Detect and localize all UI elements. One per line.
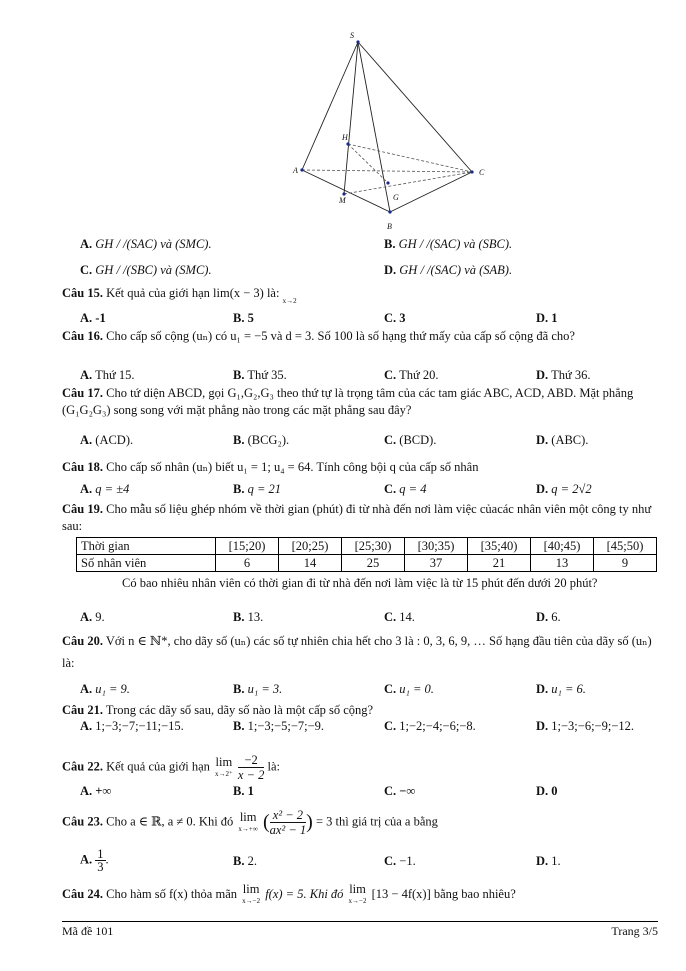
footer-divider bbox=[62, 921, 658, 922]
q14-option-d-label: D. bbox=[384, 263, 397, 277]
q23-option-a-label: A. bbox=[80, 852, 93, 867]
q18-option-b-label: B. bbox=[233, 482, 245, 496]
q15-lim-sub: x→2 bbox=[282, 297, 297, 305]
q16-option-d: Thứ 36. bbox=[551, 368, 591, 382]
q23-option-a-num: 1 bbox=[97, 847, 104, 861]
q20-option-a-label: A. bbox=[80, 682, 93, 696]
q19-option-a-label: A. bbox=[80, 610, 93, 624]
q24-label: Câu 24. bbox=[62, 886, 103, 901]
q23-text-pre: Cho a ∈ ℝ, a ≠ 0. Khi đó bbox=[106, 814, 234, 829]
q19-option-c: 14. bbox=[399, 610, 415, 624]
q21-option-b-label: B. bbox=[233, 719, 245, 733]
q23-option-d-label: D. bbox=[536, 854, 549, 868]
question-24: Câu 24. Cho hàm số f(x) thỏa mãn lim x→−2 f(x) = 5. Khi đó lim x→−2 [13 − 4f(x)] bằng bao nhiêu? bbox=[62, 882, 516, 905]
question-17 bbox=[62, 385, 658, 419]
q16-option-c: Thứ 20. bbox=[399, 368, 439, 382]
q17-option-b-label: B. bbox=[233, 433, 245, 447]
label-m: M bbox=[339, 196, 346, 205]
q14-option-b-label: B. bbox=[384, 237, 396, 251]
q17-answers bbox=[60, 433, 660, 449]
q15-option-d: D. 1 bbox=[536, 311, 558, 325]
question-21 bbox=[62, 702, 658, 719]
table-cell: [45;50) bbox=[594, 538, 657, 555]
q19-answers bbox=[60, 610, 660, 626]
q16-option-a-label: A. bbox=[80, 368, 93, 382]
q22-text-post: là: bbox=[267, 759, 280, 774]
q19-label: Câu 19. bbox=[62, 502, 103, 516]
q16-text: Cho cấp số cộng (uₙ) có u₁ = −5 và d = 3. Số 100 là số hạng thứ mấy của cấp số cộng đã cho? bbox=[106, 329, 575, 343]
q17-option-d: (ABC). bbox=[551, 433, 589, 447]
question-23: Câu 23. Cho a ∈ ℝ, a ≠ 0. Khi đó lim x→+∞ ( $\frac{\text{x² − 2}}{\text{ax² − 1}}$ ) = 3 thì giá trị của a bằng bbox=[62, 808, 438, 837]
table-cell: 6 bbox=[216, 555, 279, 572]
q15-option-c: C. 3 bbox=[384, 311, 406, 325]
label-h: H bbox=[342, 133, 348, 142]
q20-option-b: u₁ = 3. bbox=[247, 682, 283, 696]
q23-label: Câu 23. bbox=[62, 814, 103, 829]
table-header-time: Thời gian bbox=[77, 538, 216, 555]
label-g: G bbox=[393, 193, 399, 202]
q16-option-c-label: C. bbox=[384, 368, 397, 382]
q22-option-a: A. +∞ bbox=[80, 784, 112, 798]
q20-option-a: u₁ = 9. bbox=[95, 682, 130, 696]
q23-fraction-num: x² − 2 bbox=[270, 808, 306, 823]
q16-option-a: Thứ 15. bbox=[95, 368, 135, 382]
q16-option-d-label: D. bbox=[536, 368, 549, 382]
q19-option-d-label: D. bbox=[536, 610, 549, 624]
q24-text-mid: f(x) = 5. Khi đó bbox=[265, 886, 344, 901]
q18-option-b: q = 21 bbox=[247, 482, 282, 496]
q16-option-b: Thứ 35. bbox=[247, 368, 287, 382]
q23-option-b-label: B. bbox=[233, 854, 245, 868]
q18-option-a-label: A. bbox=[80, 482, 93, 496]
q20-option-c-label: C. bbox=[384, 682, 397, 696]
q19-text: Cho mẫu số liệu ghép nhóm về thời gian (phút) đi từ nhà đến nơi làm việc củacác nhân viên một công ty như sau: bbox=[62, 502, 652, 533]
table-cell: [30;35) bbox=[405, 538, 468, 555]
q21-option-a-label: A. bbox=[80, 719, 93, 733]
q19-option-c-label: C. bbox=[384, 610, 397, 624]
q22-answers bbox=[60, 784, 660, 800]
q18-option-a: q = ±4 bbox=[95, 482, 130, 496]
q20-option-d-label: D. bbox=[536, 682, 549, 696]
q19-data-table bbox=[76, 537, 657, 572]
q22-label: Câu 22. bbox=[62, 759, 103, 774]
table-cell: 37 bbox=[405, 555, 468, 572]
q16-label: Câu 16. bbox=[62, 329, 103, 343]
table-row bbox=[77, 555, 657, 572]
q19-option-a: 9. bbox=[95, 610, 105, 624]
table-cell: 13 bbox=[531, 555, 594, 572]
q14-answers-row1 bbox=[60, 237, 660, 253]
q21-option-d-label: D. bbox=[536, 719, 549, 733]
q22-lim-sub: x→2⁺ bbox=[215, 769, 233, 778]
question-16 bbox=[62, 328, 658, 345]
label-a: A bbox=[293, 166, 298, 175]
q21-text: Trong các dãy số sau, dãy số nào là một cấp số cộng? bbox=[105, 703, 374, 717]
q17-option-a-label: A. bbox=[80, 433, 93, 447]
q17-option-a: (ACD). bbox=[95, 433, 134, 447]
q22-text-pre: Kết quả của giới hạn bbox=[106, 759, 210, 774]
table-cell: [20;25) bbox=[279, 538, 342, 555]
q20-answers bbox=[60, 682, 660, 698]
q15-option-b: B. 5 bbox=[233, 311, 254, 325]
q14-option-c: GH / /(SBC) và (SMC). bbox=[95, 263, 212, 277]
q21-option-d: 1;−3;−6;−9;−12. bbox=[551, 719, 634, 733]
q21-option-a: 1;−3;−7;−11;−15. bbox=[95, 719, 184, 733]
footer-page-number: Trang 3/5 bbox=[611, 924, 658, 938]
q23-option-d: 1. bbox=[551, 854, 561, 868]
table-cell: 21 bbox=[468, 555, 531, 572]
q17-label: Câu 17. bbox=[62, 386, 103, 400]
q24-lim2-sub: x→−2 bbox=[348, 897, 367, 905]
table-cell: 25 bbox=[342, 555, 405, 572]
q19-option-d: 6. bbox=[551, 610, 561, 624]
q22-option-d: D. 0 bbox=[536, 784, 558, 798]
q23-option-c: −1. bbox=[399, 854, 416, 868]
q23-option-c-label: C. bbox=[384, 854, 397, 868]
q18-option-d-label: D. bbox=[536, 482, 549, 496]
table-cell: [15;20) bbox=[216, 538, 279, 555]
q18-label: Câu 18. bbox=[62, 460, 103, 474]
q15-answers bbox=[60, 311, 660, 327]
q14-option-d: GH / /(SAC) và (SAB). bbox=[399, 263, 513, 277]
table-cell: [40;45) bbox=[531, 538, 594, 555]
q14-answers-row2 bbox=[60, 263, 660, 279]
q20-option-b-label: B. bbox=[233, 682, 245, 696]
question-20 bbox=[62, 630, 658, 674]
q18-text: Cho cấp số nhân (uₙ) biết u₁ = 1; u₄ = 64. Tính công bội q của cấp số nhân bbox=[106, 460, 479, 474]
table-cell: [35;40) bbox=[468, 538, 531, 555]
q21-option-b: 1;−3;−5;−7;−9. bbox=[247, 719, 325, 733]
question-15 bbox=[62, 285, 658, 304]
q21-option-c: 1;−2;−4;−6;−8. bbox=[399, 719, 476, 733]
q18-option-c: q = 4 bbox=[399, 482, 427, 496]
q14-option-b: GH / /(SAC) và (SBC). bbox=[398, 237, 513, 251]
q23-option-b: 2. bbox=[247, 854, 257, 868]
table-cell: 9 bbox=[594, 555, 657, 572]
footer-exam-code: Mã đề 101 bbox=[62, 924, 114, 938]
q14-option-a-label: A. bbox=[80, 237, 93, 251]
q15-label: Câu 15. bbox=[62, 286, 103, 300]
q18-option-d: q = 2√2 bbox=[551, 482, 592, 496]
q23-answers: A. $\frac{1}{3}$ . B. 2. C. −1. D. 1. bbox=[80, 847, 561, 874]
q17-option-c: (BCD). bbox=[399, 433, 437, 447]
q19-option-b: 13. bbox=[247, 610, 264, 624]
q18-option-c-label: C. bbox=[384, 482, 397, 496]
q24-text-pre: Cho hàm số f(x) thỏa mãn bbox=[106, 886, 237, 901]
q20-text: Với n ∈ ℕ*, cho dãy số (uₙ) các số tự nhiên chia hết cho 3 là : 0, 3, 6, 9, … Số hạng đầu tiên của dãy số (uₙ) là: bbox=[62, 634, 652, 670]
question-22: Câu 22. Kết quả của giới hạn lim x→2⁺ $\frac{-2}{x - 2}$ là: bbox=[62, 753, 280, 782]
table-header-count: Số nhân viên bbox=[77, 555, 216, 572]
pyramid-figure bbox=[282, 26, 492, 236]
q23-option-a-den: 3 bbox=[97, 860, 104, 874]
q24-text-post: [13 − 4f(x)] bằng bao nhiêu? bbox=[371, 886, 516, 901]
q16-answers bbox=[60, 368, 660, 384]
q17-option-c-label: C. bbox=[384, 433, 397, 447]
q16-option-b-label: B. bbox=[233, 368, 245, 382]
question-18 bbox=[62, 459, 658, 476]
q15-option-a: A. -1 bbox=[80, 311, 106, 325]
q17-option-d-label: D. bbox=[536, 433, 549, 447]
q22-fraction-den: x − 2 bbox=[237, 768, 265, 782]
q23-text-post: = 3 thì giá trị của a bằng bbox=[315, 814, 438, 829]
label-b: B bbox=[387, 222, 392, 231]
q15-text: Kết quả của giới hạn lim(x − 3) là: bbox=[106, 286, 280, 300]
question-19 bbox=[62, 501, 658, 535]
label-c: C bbox=[479, 168, 485, 177]
q17-text: Cho tứ diện ABCD, gọi G₁,G₂,G₃ theo thứ tự là trọng tâm của các tam giác ABC, ACD, ABD. Mặt phẳng (G₁G₂G₃) song song với mặt phẳng nào trong các mặt phẳng sau đây? bbox=[62, 386, 634, 417]
q23-lim-sub: x→+∞ bbox=[238, 824, 258, 833]
q19-question: Có bao nhiêu nhân viên có thời gian đi từ nhà đến nơi làm việc là từ 15 phút đến dưới 20 phút? bbox=[122, 576, 598, 590]
label-s: S bbox=[350, 31, 354, 40]
q20-option-d: u₁ = 6. bbox=[551, 682, 586, 696]
q22-option-c: C. −∞ bbox=[384, 784, 416, 798]
table-cell: 14 bbox=[279, 555, 342, 572]
q21-option-c-label: C. bbox=[384, 719, 397, 733]
q21-answers bbox=[60, 719, 660, 735]
q23-fraction-den: ax² − 1 bbox=[269, 823, 307, 837]
q20-option-c: u₁ = 0. bbox=[399, 682, 434, 696]
q22-option-b: B. 1 bbox=[233, 784, 254, 798]
q24-lim1-sub: x→−2 bbox=[242, 897, 261, 905]
q18-answers bbox=[60, 482, 660, 498]
q22-fraction-num: −2 bbox=[238, 753, 264, 768]
q21-label: Câu 21. bbox=[62, 703, 103, 717]
q14-option-a: GH / /(SAC) và (SMC). bbox=[95, 237, 212, 251]
q17-option-b: (BCG₂). bbox=[247, 433, 290, 447]
table-cell: [25;30) bbox=[342, 538, 405, 555]
q20-label: Câu 20. bbox=[62, 634, 103, 648]
q14-option-c-label: C. bbox=[80, 263, 93, 277]
q19-option-b-label: B. bbox=[233, 610, 245, 624]
table-row bbox=[77, 538, 657, 555]
